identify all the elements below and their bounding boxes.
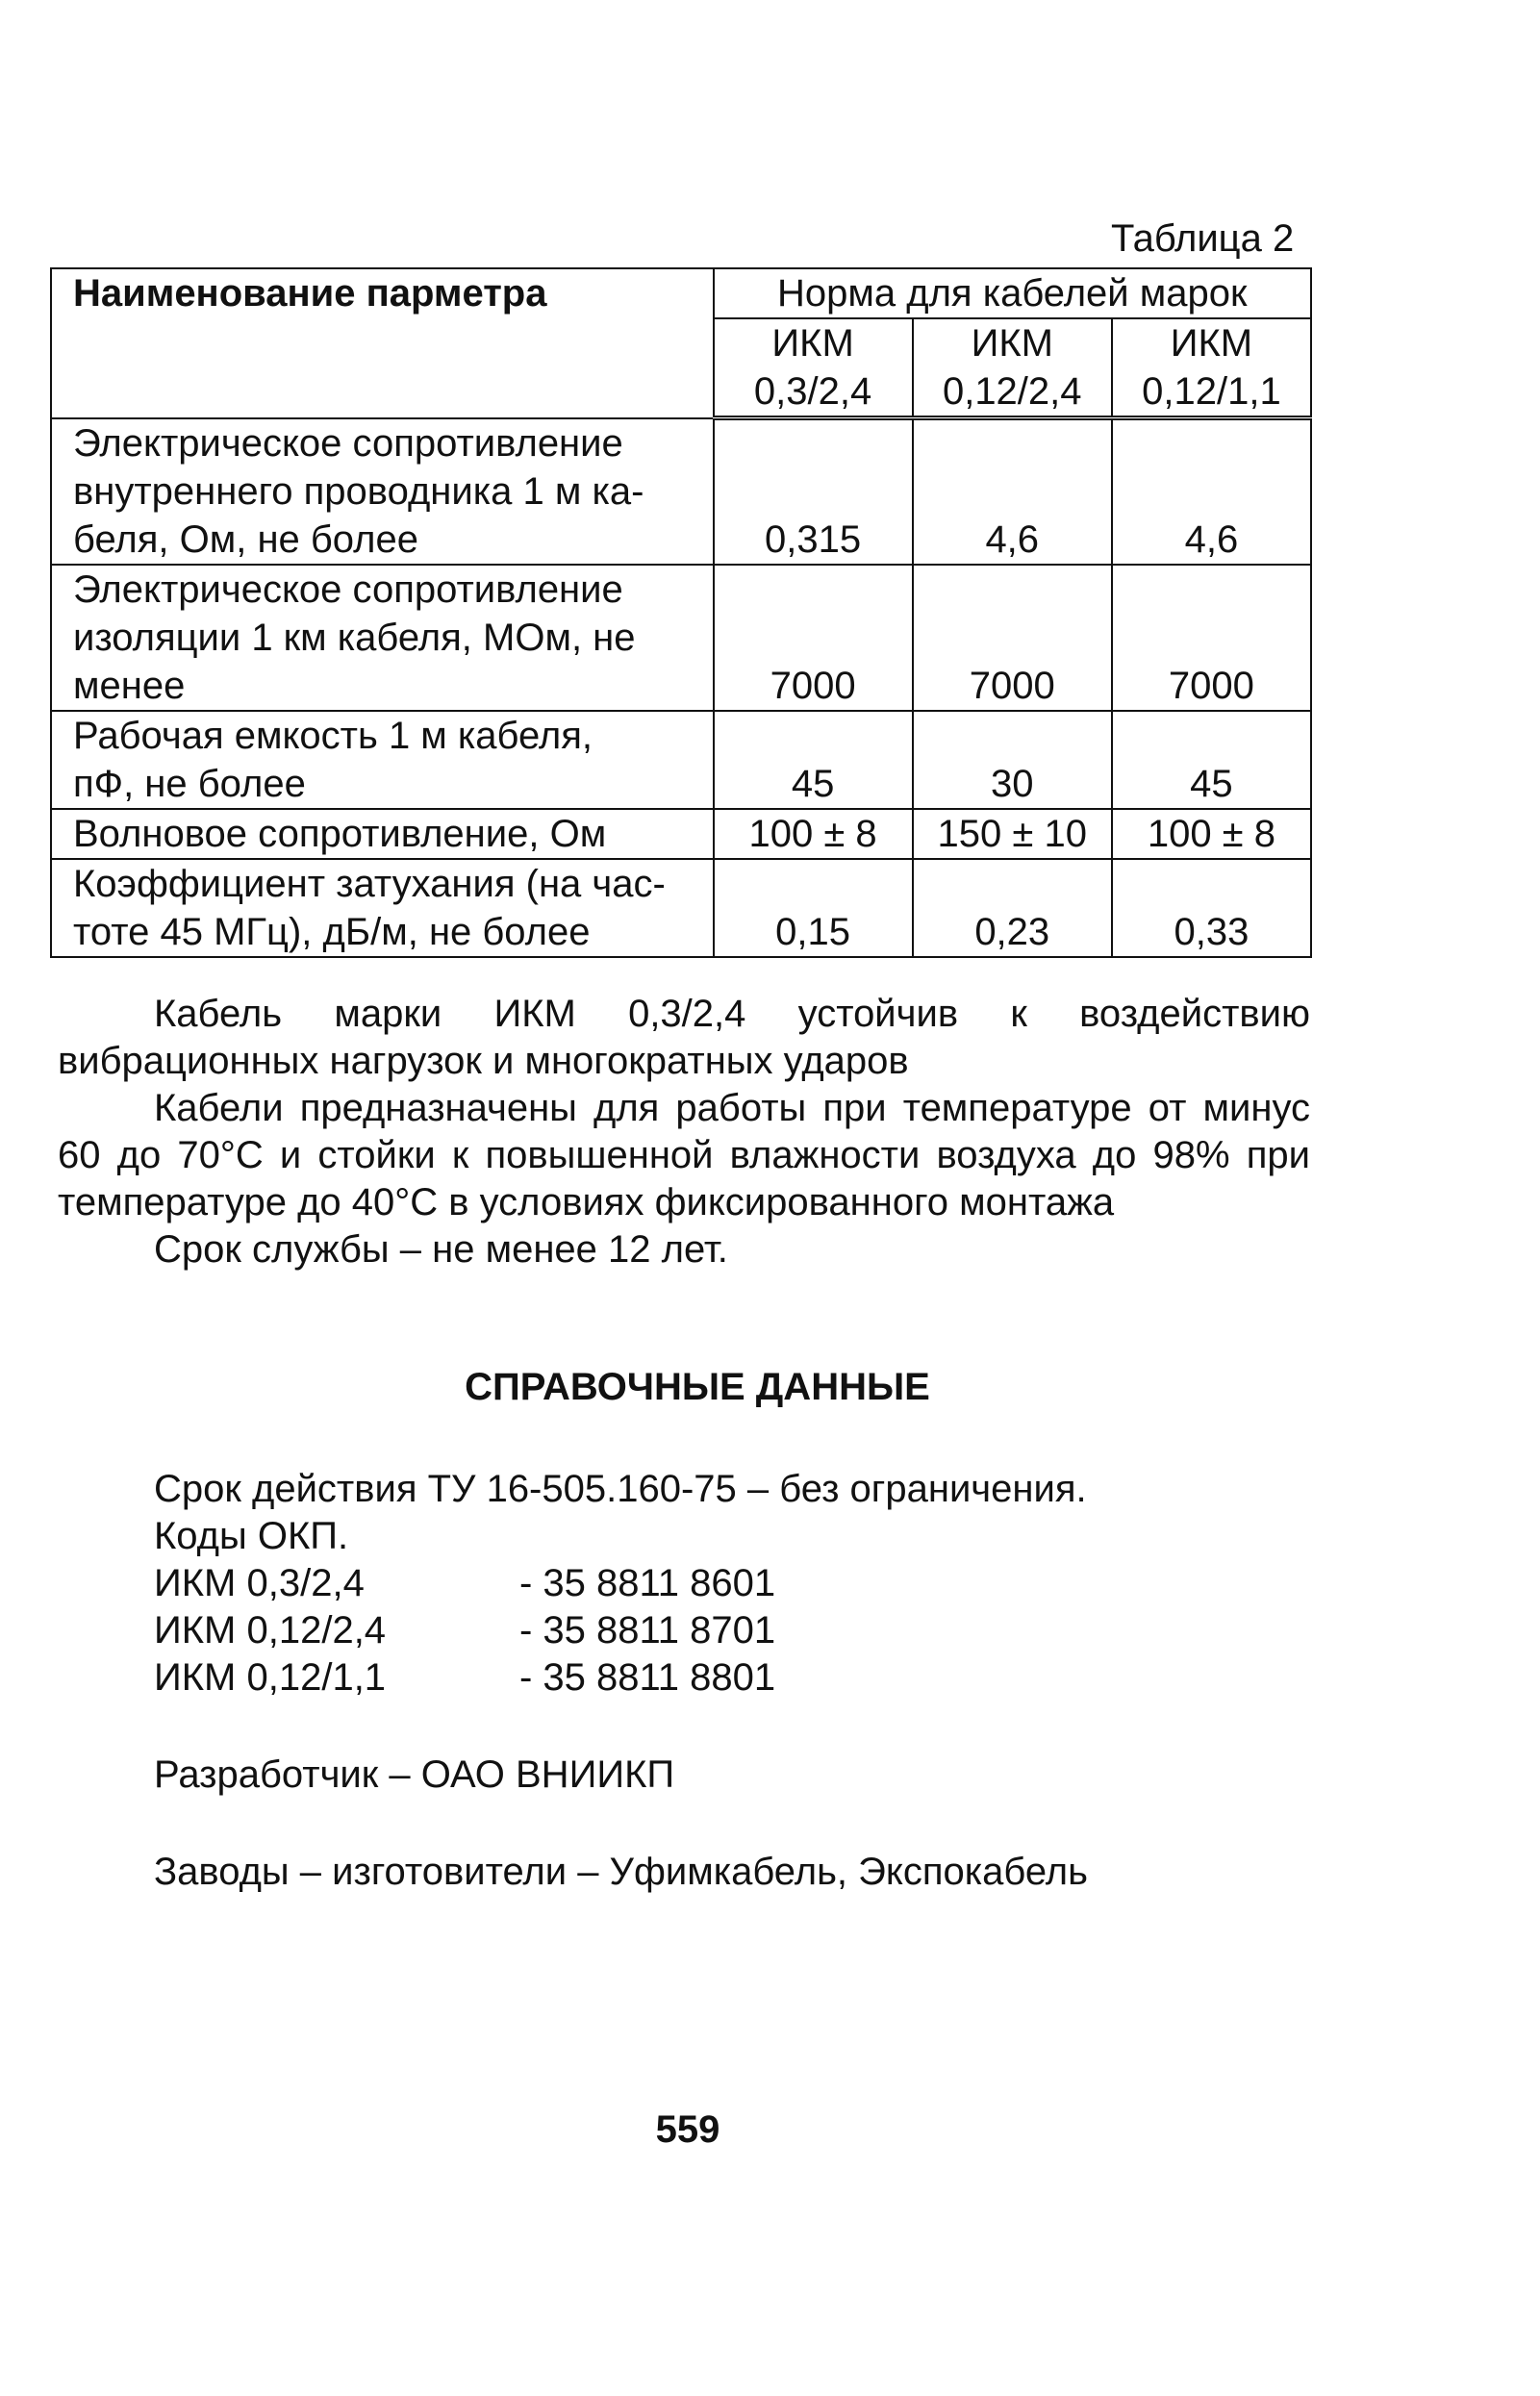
parameters-table [50,267,1312,958]
validity-line: Срок действия ТУ 16-505.160-75 – без ограничения. [154,1468,1087,1510]
param-name: Волновое сопротивление, Ом [51,809,714,859]
param-value: 0,15 [714,859,913,957]
paragraph: Срок службы – не менее 12 лет. [154,1228,728,1271]
paragraph: Кабель марки ИКМ 0,3/2,4 устойчив к воздействию вибрационных нагрузок и многократных ударов [58,993,1310,1082]
okp-code: - 35 8811 8701 [519,1609,776,1652]
param-value: 0,33 [1112,859,1311,957]
okp-code: - 35 8811 8801 [519,1656,776,1699]
okp-brand: ИКМ 0,3/2,4 [154,1562,365,1604]
param-name: Электрическое сопротивление внутреннего проводника 1 м ка- беля, Ом, не более [51,418,714,565]
body-text [58,991,1310,1274]
okp-code-row [154,1560,1088,1607]
param-value: 4,6 [1112,418,1311,565]
paragraph: Кабели предназначены для работы при температуре от минус 60 до 70°С и стойки к повышенной влажности воздуха до 98% при температуре до 40°С в условиях фиксированного монтажа [58,1087,1310,1223]
param-name: Коэффициент затухания (на час- тоте 45 МГц), дБ/м, не более [51,859,714,957]
param-value: 45 [714,711,913,809]
table-row [51,565,1311,711]
okp-code: - 35 8811 8601 [519,1562,776,1604]
param-value: 0,23 [913,859,1112,957]
section-heading: СПРАВОЧНЫЕ ДАННЫЕ [465,1366,930,1408]
okp-brand: ИКМ 0,12/1,1 [154,1656,387,1699]
param-name: Рабочая емкость 1 м кабеля, пФ, не более [51,711,714,809]
param-value: 7000 [913,565,1112,711]
okp-brand: ИКМ 0,12/2,4 [154,1609,387,1652]
reference-data [154,1466,1088,1896]
brand-header: ИКМ 0,12/2,4 [913,318,1112,418]
param-value: 45 [1112,711,1311,809]
param-value: 4,6 [913,418,1112,565]
param-value: 7000 [1112,565,1311,711]
table-row [51,711,1311,809]
okp-title: Коды ОКП. [154,1515,349,1557]
table-row [51,418,1311,565]
param-value: 0,315 [714,418,913,565]
param-value: 150 ± 10 [913,809,1112,859]
table-row [51,809,1311,859]
param-value: 100 ± 8 [714,809,913,859]
developer-line: Разработчик – ОАО ВНИИКП [154,1753,675,1796]
param-value: 7000 [714,565,913,711]
brand-header: ИКМ 0,3/2,4 [714,318,913,418]
manufacturers-line: Заводы – изготовители – Уфимкабель, Экспокабель [154,1851,1088,1893]
table-caption: Таблица 2 [1111,217,1295,260]
norm-column-header: Норма для кабелей марок [714,268,1311,318]
okp-code-row [154,1654,1088,1702]
param-value: 100 ± 8 [1112,809,1311,859]
param-name: Электрическое сопротивление изоляции 1 км кабеля, МОм, не менее [51,565,714,711]
param-value: 30 [913,711,1112,809]
okp-code-row [154,1607,1088,1654]
table-row [51,859,1311,957]
brand-header: ИКМ 0,12/1,1 [1112,318,1311,418]
page-number: 559 [655,2108,720,2151]
param-column-header: Наименование парметра [51,268,714,418]
